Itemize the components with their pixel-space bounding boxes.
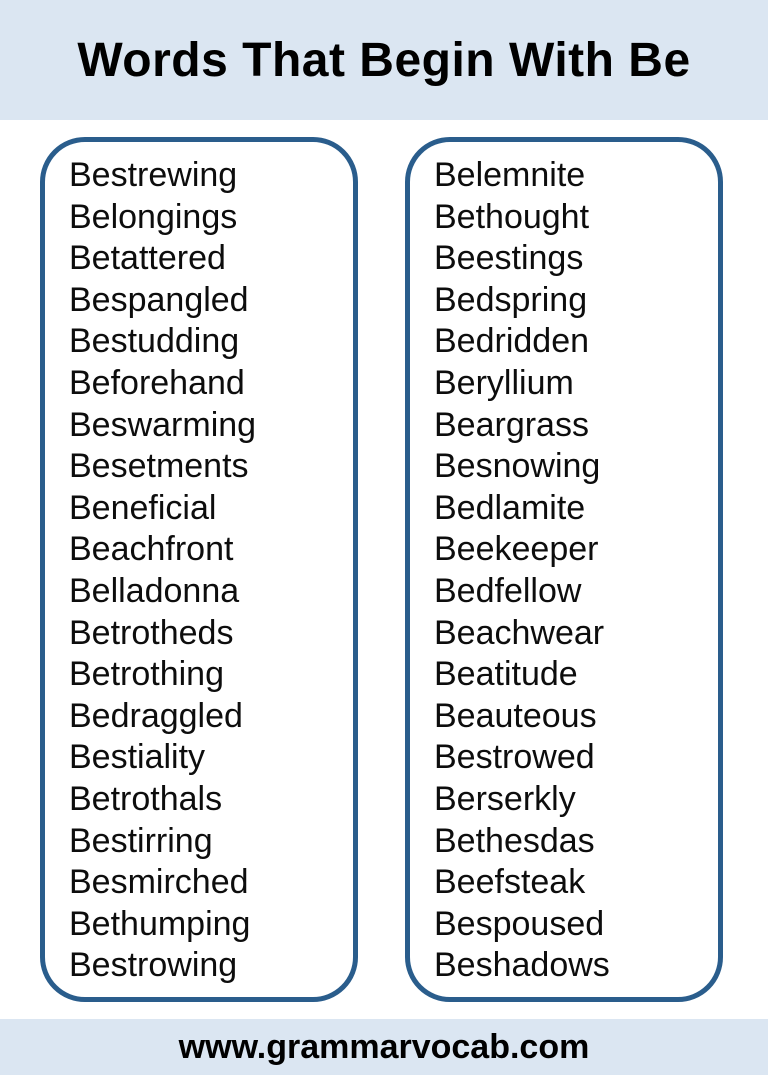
word-box-left <box>40 137 358 1002</box>
word-list-right <box>434 155 710 987</box>
word-item: Bestiality <box>69 738 206 777</box>
word-item: Bestrowed <box>434 738 595 777</box>
word-box-right <box>405 137 723 1002</box>
word-item: Besetments <box>69 447 249 486</box>
word-item: Besnowing <box>434 447 601 486</box>
word-item: Belemnite <box>434 156 586 194</box>
word-item: Bedspring <box>434 280 588 319</box>
word-item: Beatitude <box>434 655 578 694</box>
word-item: Bestudding <box>69 322 240 361</box>
word-item: Beefsteak <box>434 863 586 902</box>
word-item: Betrothals <box>69 779 223 818</box>
website-url: www.grammarvocab.com <box>178 1027 590 1066</box>
word-item: Beargrass <box>434 405 589 444</box>
word-item: Bedridden <box>434 322 590 361</box>
word-item: Bethought <box>434 197 590 236</box>
word-item: Bedfellow <box>434 571 582 610</box>
footer-band <box>0 1019 768 1075</box>
word-item: Betrothing <box>69 655 224 694</box>
word-item: Bethesdas <box>434 821 595 860</box>
word-item: Bethumping <box>69 904 251 943</box>
word-item: Bestrewing <box>69 156 238 194</box>
word-item: Besmirched <box>69 863 249 902</box>
word-item: Betrotheds <box>69 613 234 652</box>
word-item: Bedraggled <box>69 696 243 735</box>
word-item: Betattered <box>69 239 226 278</box>
word-item: Beneficial <box>69 488 217 527</box>
word-item: Belongings <box>69 197 238 236</box>
word-item: Beauteous <box>434 696 597 735</box>
word-item: Bespoused <box>434 904 605 943</box>
word-item: Bespangled <box>69 280 249 319</box>
word-list-left <box>69 155 345 987</box>
word-item: Bestrowing <box>69 946 238 985</box>
word-item: Beryllium <box>434 363 574 402</box>
word-item: Beestings <box>434 239 584 278</box>
word-item: Berserkly <box>434 779 576 818</box>
word-item: Beekeeper <box>434 530 599 569</box>
word-item: Beforehand <box>69 363 245 402</box>
page-title: Words That Begin With Be <box>77 33 691 87</box>
word-item: Bedlamite <box>434 488 586 527</box>
word-item: Beachfront <box>69 530 234 569</box>
word-item: Belladonna <box>69 571 240 610</box>
header-band <box>0 0 768 120</box>
word-item: Beswarming <box>69 405 257 444</box>
word-item: Beachwear <box>434 613 605 652</box>
word-item: Beshadows <box>434 946 610 985</box>
word-item: Bestirring <box>69 821 213 860</box>
